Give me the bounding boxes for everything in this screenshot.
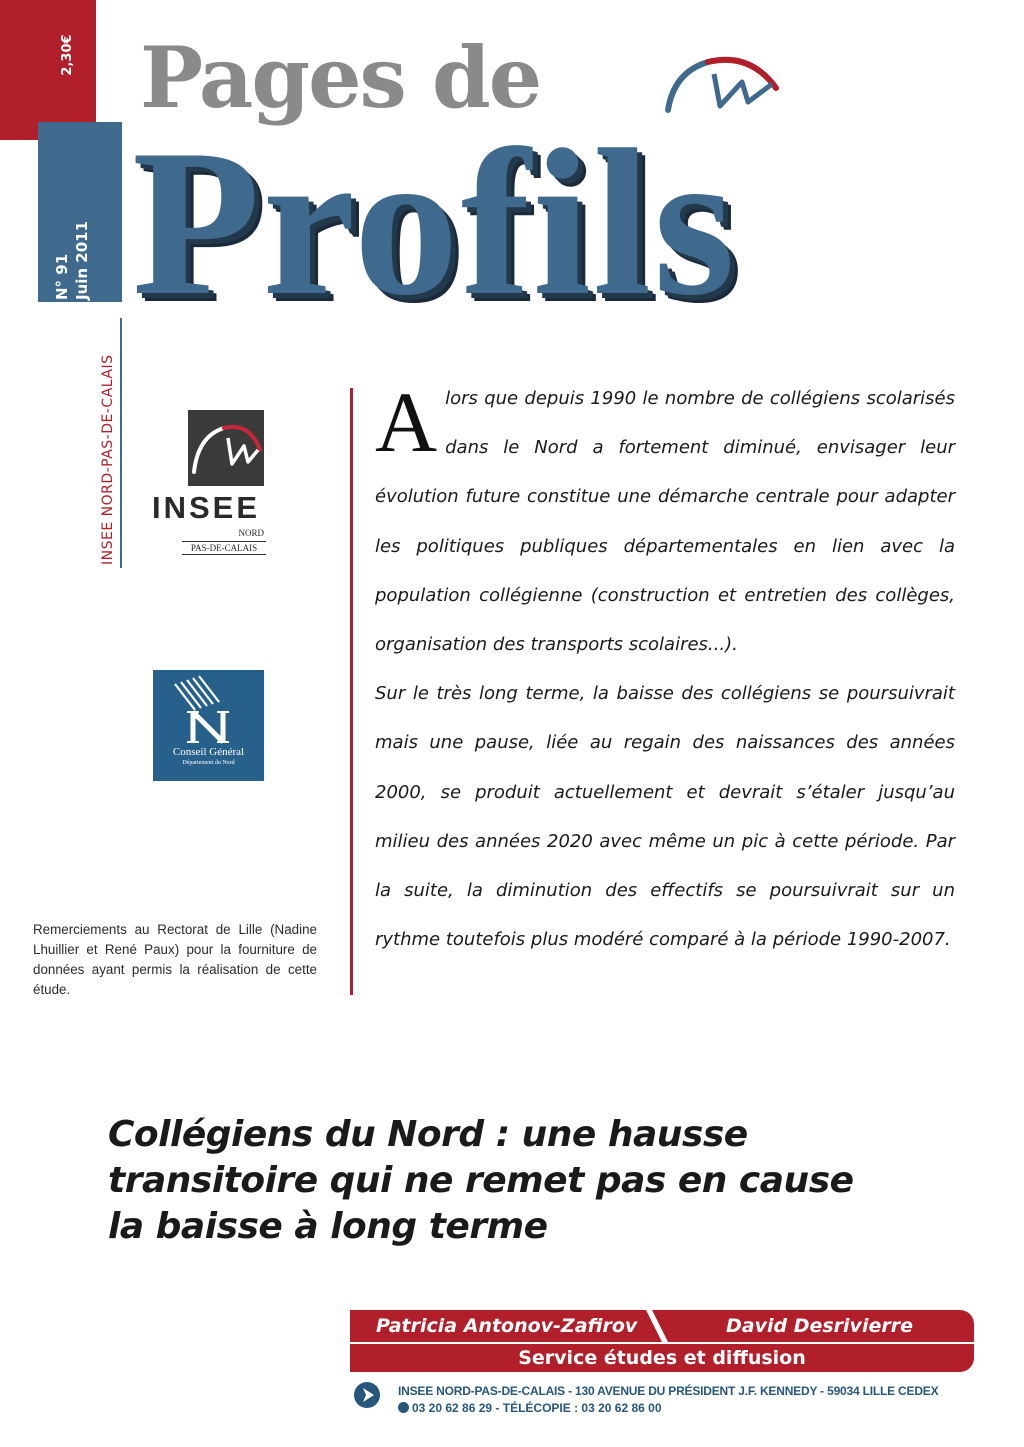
conseil-general-subtitle: Département du Nord xyxy=(182,760,235,766)
issue-date: Juin 2011 xyxy=(73,220,91,300)
author-1: Patricia Antonov-Zafirov xyxy=(376,1315,638,1337)
authors-banner xyxy=(350,1310,974,1372)
insee-logo xyxy=(152,410,268,560)
insee-logo-box xyxy=(188,410,264,486)
headline xyxy=(108,1112,948,1250)
contact-phone-line xyxy=(398,1401,662,1415)
service-label: Service études et diffusion xyxy=(518,1347,806,1369)
intro-text xyxy=(375,374,955,964)
insee-chart-icon xyxy=(188,410,264,486)
author-2: David Desrivierre xyxy=(726,1315,913,1337)
side-publisher-label: INSEE NORD-PAS-DE-CALAIS xyxy=(100,354,116,565)
insee-wordmark: INSEE xyxy=(152,490,261,525)
conseil-general-name: Conseil Général xyxy=(172,746,245,758)
headline-line-1: Collégiens du Nord : une hausse xyxy=(108,1114,748,1155)
conseil-general-logo xyxy=(153,670,264,781)
phone-icon xyxy=(398,1402,409,1413)
headline-line-2: transitoire qui ne remet pas en cause xyxy=(108,1160,854,1201)
headline-line-3: la baisse à long terme xyxy=(108,1206,548,1247)
issue-number: N° 91 xyxy=(53,253,71,300)
arrow-right-icon xyxy=(354,1382,380,1408)
drop-cap: A xyxy=(375,374,438,470)
intro-paragraph-2: Sur le très long terme, la baisse des collégiens se poursuivrait mais une pause, liée au regain des naissances des années 2000, se produit actuellement et devrait s’étaler jusqu’au milieu des années 2020 avec même un pic à cette période. Par la suite, la diminution des effectifs se poursuivrait sur un rythme toutefois plus modéré comparé à la période 1990-2007. xyxy=(375,683,955,951)
authors-separator xyxy=(646,1310,668,1342)
insee-chart-icon xyxy=(660,48,780,118)
price-band xyxy=(0,0,96,140)
issue-info xyxy=(52,130,122,300)
masthead-title-top: Pages de xyxy=(140,28,541,127)
contact-phone: 03 20 62 86 29 - TÉLÉCOPIE : 03 20 62 86 00 xyxy=(412,1401,662,1415)
contact-address: INSEE NORD-PAS-DE-CALAIS - 130 AVENUE DU PRÉSIDENT J.F. KENNEDY - 59034 LILLE CEDEX xyxy=(398,1384,939,1398)
insee-region-label: PAS-DE-CALAIS xyxy=(182,541,266,555)
intro-divider xyxy=(350,388,353,995)
side-divider xyxy=(120,318,122,568)
masthead-title-main: Profils xyxy=(132,107,738,339)
insee-nord-label: NORD xyxy=(238,528,264,538)
intro-paragraph-1-text: lors que depuis 1990 le nombre de collégiens scolarisés dans le Nord a fortement diminué, envisager leur évolution future constitue une démarche centrale pour adapter les politiques publiques départementales en lien avec la population collégienne (construction et entretien des collèges, organisation des transports scolaires...). xyxy=(375,388,955,656)
acknowledgements: Remerciements au Rectorat de Lille (Nadine Lhuillier et René Paux) pour la fourniture de données ayant permis la réalisation de cette étude. xyxy=(33,922,317,997)
intro-paragraph-1 xyxy=(375,374,955,669)
conseil-n-emblem-icon xyxy=(153,670,264,746)
price-label: 2,30€ xyxy=(60,34,75,76)
